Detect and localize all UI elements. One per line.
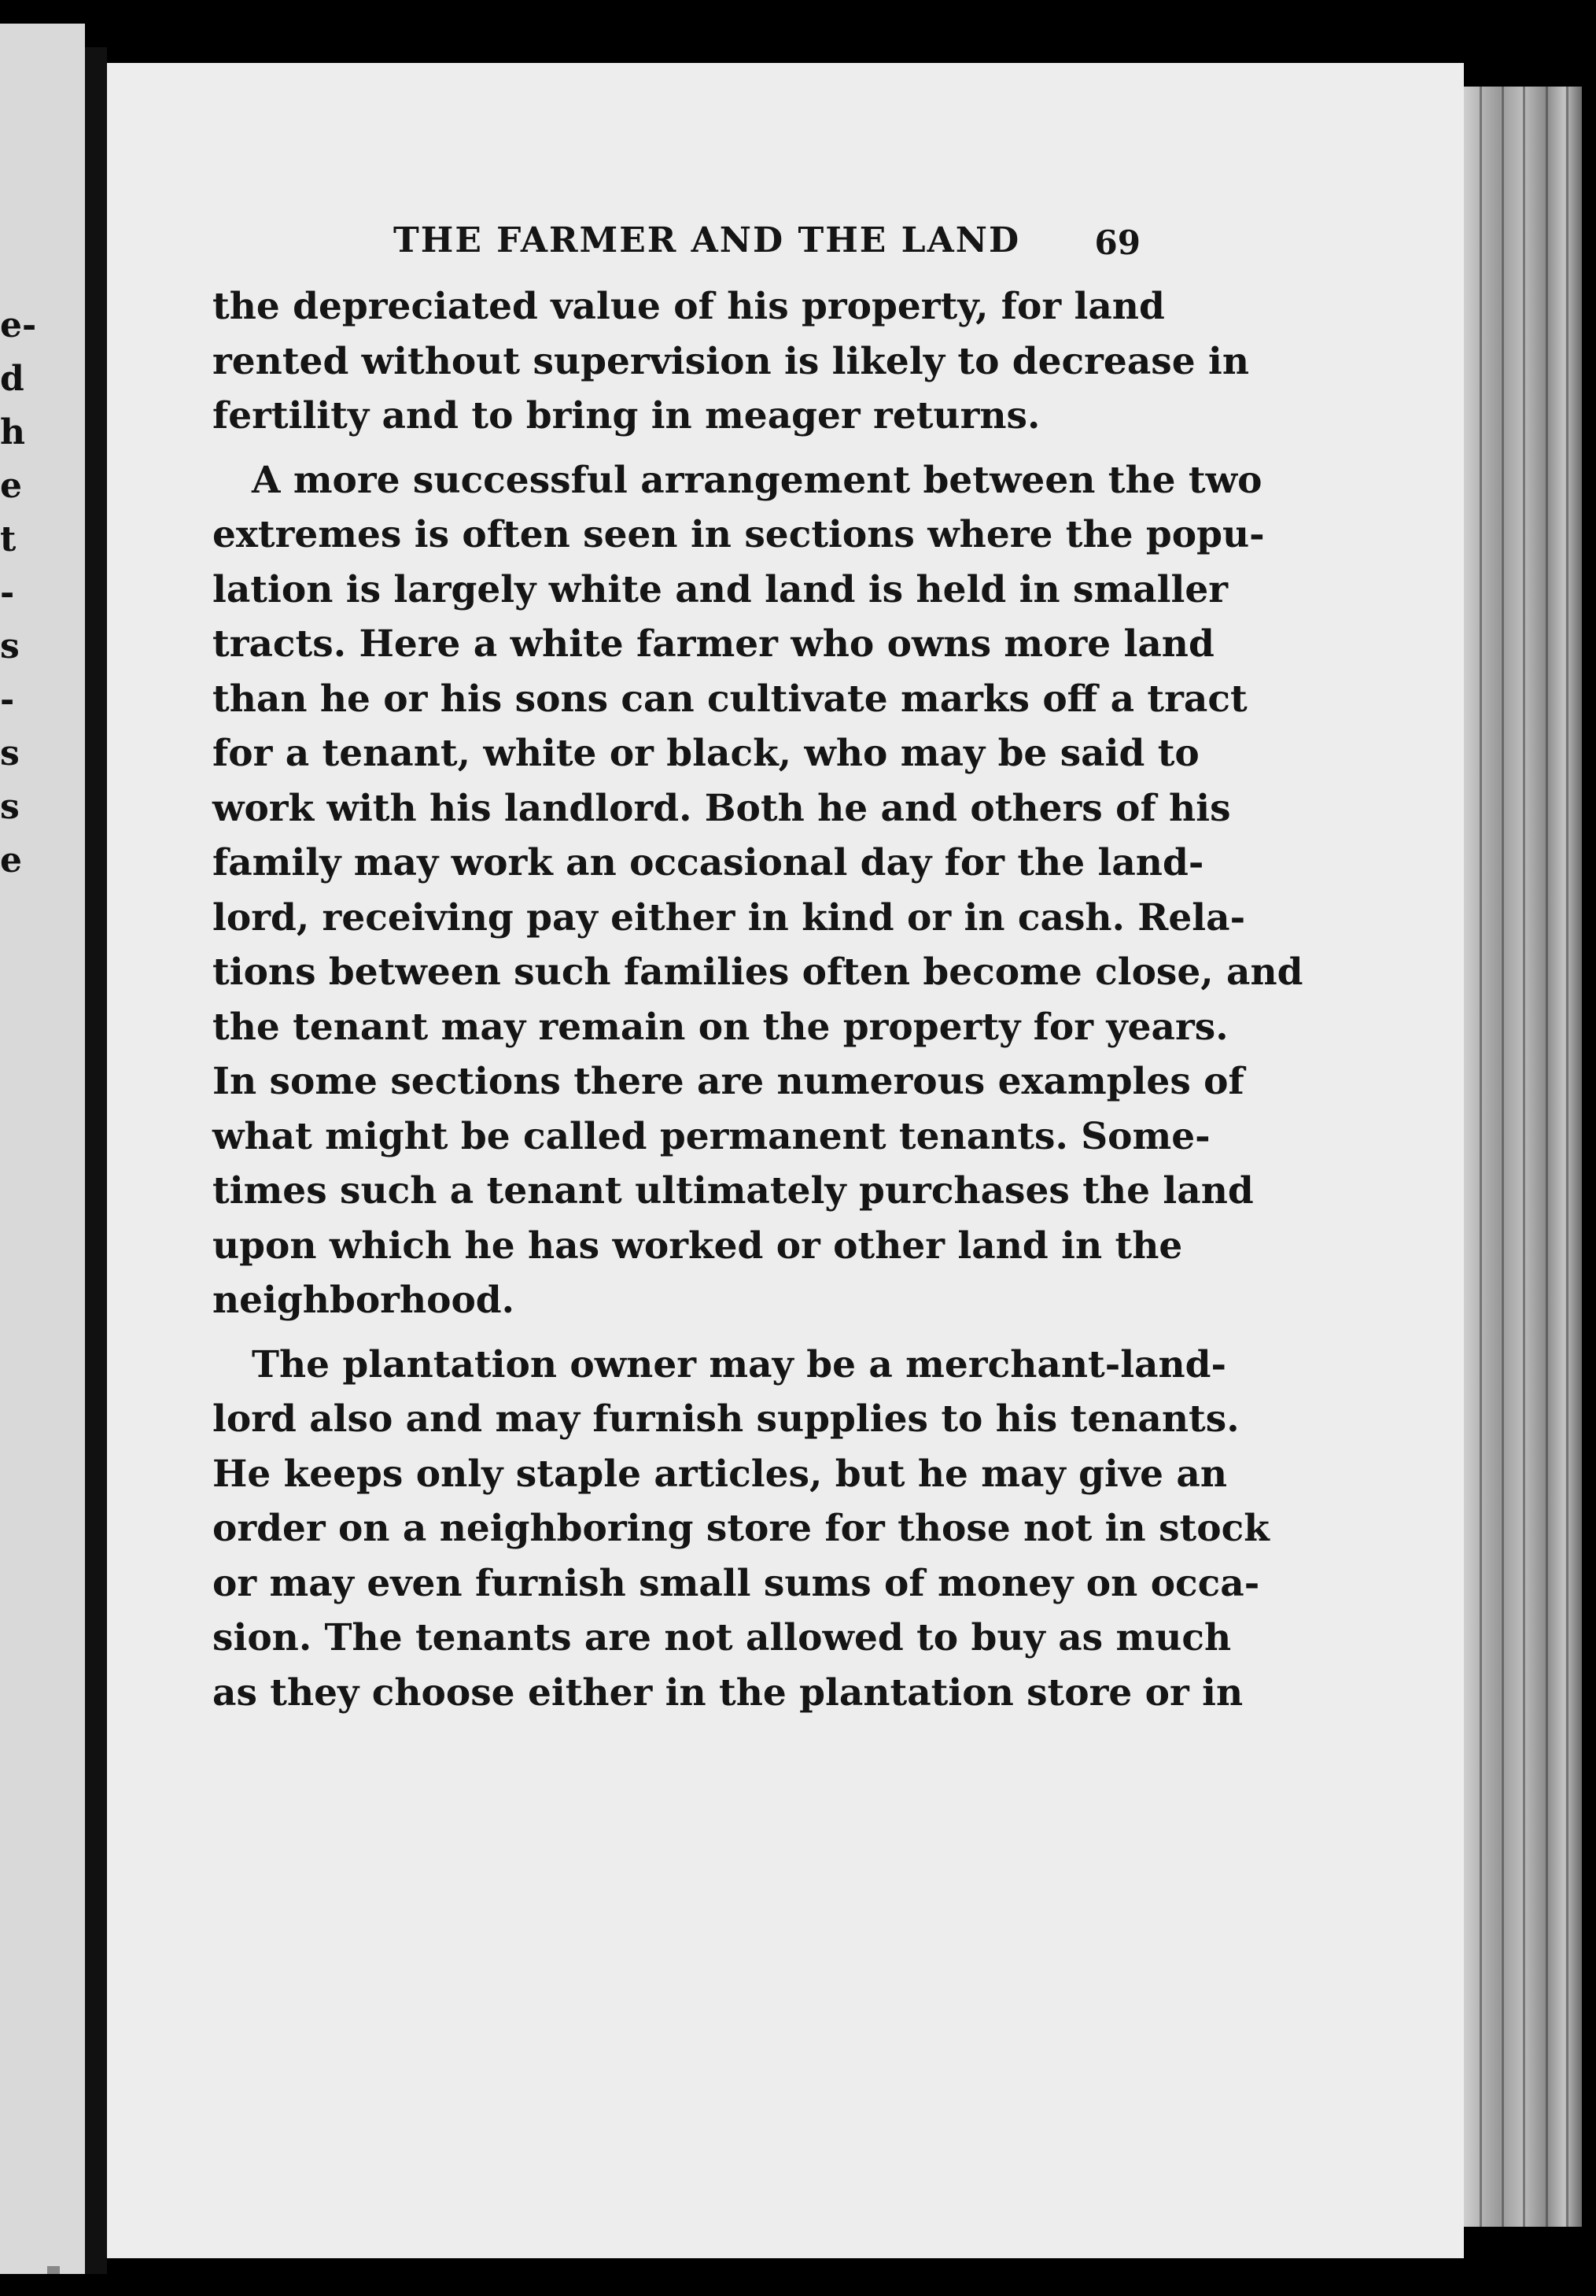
text-line: for a tenant, white or black, who may be said to — [212, 732, 1200, 775]
text-line: than he or his sons can cultivate marks off a tract — [212, 677, 1248, 721]
text-line: He keeps only staple articles, but he may give an — [212, 1452, 1228, 1496]
paragraph — [212, 1338, 1270, 1721]
text-line: as they choose either in the plantation store or in — [212, 1670, 1244, 1715]
text-line: the tenant may remain on the property for years. — [212, 1005, 1229, 1049]
previous-page-fragment: s — [0, 626, 20, 666]
text-line: The plantation owner may be a merchant-land- — [252, 1342, 1227, 1386]
running-head: THE FARMER AND THE LAND — [393, 220, 1021, 260]
text-line: upon which he has worked or other land in the — [212, 1224, 1183, 1268]
previous-page-fragment: s — [0, 787, 20, 827]
text-line: extremes is often seen in sections where the popu- — [212, 513, 1265, 556]
text-line: what might be called permanent tenants. Some- — [212, 1114, 1211, 1158]
text-line: the depreciated value of his property, for land — [212, 285, 1165, 328]
text-line: In some sections there are numerous examples of — [212, 1060, 1244, 1103]
text-line: fertility and to bring in meager returns. — [212, 394, 1041, 437]
previous-page-fragment: - — [0, 573, 15, 613]
previous-page-fragment: s — [0, 733, 20, 773]
text-line: A more successful arrangement between the two — [252, 458, 1262, 502]
previous-page-fragment: e — [0, 466, 22, 506]
page-number: 69 — [1094, 223, 1141, 262]
previous-page-fragment: - — [0, 680, 15, 720]
previous-page-fragment: e- — [0, 305, 37, 345]
text-line: lord also and may furnish supplies to his tenants. — [212, 1397, 1240, 1441]
text-line: work with his landlord. Both he and others of his — [212, 786, 1231, 830]
book-fore-edge — [1464, 87, 1582, 2227]
previous-page-fragment: h — [0, 412, 25, 452]
previous-page-text-fragments — [0, 299, 37, 888]
text-line: times such a tenant ultimately purchases the land — [212, 1169, 1254, 1213]
text-line: order on a neighboring store for those not in stock — [212, 1507, 1270, 1550]
previous-page-fragment: t — [0, 519, 17, 559]
paragraph — [212, 453, 1303, 1328]
text-line: sion. The tenants are not allowed to buy as much — [212, 1616, 1232, 1659]
text-line: lord, receiving pay either in kind or in cash. Rela- — [212, 895, 1246, 939]
body-text — [212, 279, 1303, 1720]
text-line: or may even furnish small sums of money on occa- — [212, 1561, 1260, 1605]
previous-page-fragment: d — [0, 359, 24, 399]
book-gutter — [85, 47, 107, 2274]
previous-page-fragment: e — [0, 840, 22, 880]
scan-speck — [47, 2266, 60, 2274]
text-line: tions between such families often become close, and — [212, 951, 1303, 994]
previous-page — [0, 24, 85, 2274]
page-header — [393, 220, 1141, 275]
text-line: tracts. Here a white farmer who owns more land — [212, 622, 1215, 666]
text-line: neighborhood. — [212, 1279, 515, 1322]
text-line: family may work an occasional day for the land- — [212, 841, 1204, 884]
text-line: lation is largely white and land is held in smaller — [212, 567, 1229, 611]
paragraph — [212, 279, 1250, 444]
text-line: rented without supervision is likely to decrease in — [212, 339, 1250, 383]
